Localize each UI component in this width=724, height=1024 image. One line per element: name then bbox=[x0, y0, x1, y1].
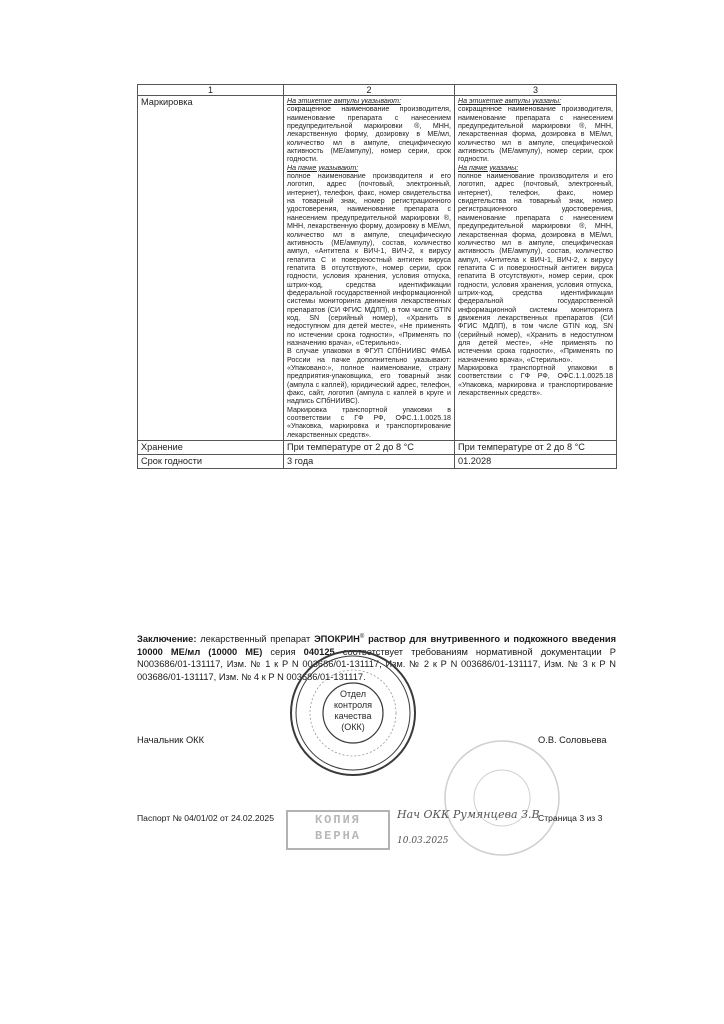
copy-stamp-line: ВЕРНА bbox=[314, 829, 361, 843]
qc-department-seal bbox=[288, 648, 418, 778]
storage-requirement: При температуре от 2 до 8 °C bbox=[284, 441, 455, 455]
header-col-1: 1 bbox=[138, 85, 284, 96]
page-number: Страница 3 из 3 bbox=[538, 813, 603, 823]
shelf-life-result: 01.2028 bbox=[455, 455, 617, 469]
signer-name: О.В. Соловьева bbox=[538, 735, 607, 745]
handwritten-date: 10.03.2025 bbox=[397, 836, 449, 846]
row-label-marking: Маркировка bbox=[138, 96, 284, 441]
series-number: 040125 bbox=[303, 646, 335, 657]
row-label-storage: Хранение bbox=[138, 441, 284, 455]
table-row-marking bbox=[138, 96, 617, 441]
drug-name: ЭПОКРИН bbox=[314, 634, 360, 644]
marking-req-heading-ampoule: На этикетке ампулы указывают: bbox=[287, 97, 402, 105]
conclusion-prefix: Заключение: bbox=[137, 634, 197, 644]
registered-mark: ® bbox=[359, 633, 365, 640]
marking-req-heading-pack: На пачке указывают: bbox=[287, 163, 359, 172]
table-row-shelf-life bbox=[138, 455, 617, 469]
seal-line: качества bbox=[334, 711, 372, 721]
conclusion-text: лекарственный препарат bbox=[196, 634, 315, 644]
seal-line: (ОКК) bbox=[341, 722, 365, 732]
header-col-3: 3 bbox=[455, 85, 617, 96]
seal-line: контроля bbox=[333, 700, 373, 710]
marking-result-cell bbox=[455, 96, 617, 441]
marking-res-heading-pack: На пачке указаны: bbox=[458, 163, 519, 172]
row-label-shelf-life: Срок годности bbox=[138, 455, 284, 469]
marking-res-para: полное наименование производителя и его логотип, адрес (почтовый, электронный, интернет), телефон, факс, номер свидетельства на товарный знак, номер регистрационного удостоверения, наименование препарата с нанесением предупредительной маркировки ®, МНН, лекарственная форма, дозировка в МЕ/мл, количество мл в ампуле, специфическая активность (МЕ/ампулу), состав, количество ампул, «Антитела к ВИЧ-1, ВИЧ-2, к вирусу гепатита С и поверхностный антиген вируса гепатита В отсутствуют», номер серии, срок годности, условия хранения, условия отпуска, штрих-код, средства идентификации федеральной государственной информационной системы мониторинга движения лекарственных препаратов (СИ ФГИС МДЛП), в том числе GTIN код, SN (серийный номер), «Хранить в недоступном для детей месте», «Не применять по истечении срока годности», «Применять по назначению врача», «Стерильно». bbox=[458, 172, 613, 364]
header-col-2: 2 bbox=[284, 85, 455, 96]
drug-form: раствор для внутривенного и подкожного введения 10000 МЕ/мл (10000 МЕ) bbox=[137, 634, 616, 657]
handwritten-certification: Нач ОКК Румянцева З.В bbox=[397, 808, 540, 821]
marking-req-para: Маркировка транспортной упаковки в соответствии с ГФ РФ, ОФС.1.1.0025.18 «Упаковка, маркировка и транспортирование лекарственных средств». bbox=[287, 405, 451, 439]
marking-req-para: полное наименование производителя и его логотип, адрес (почтовый, электронный, интернет), телефон, факс, номер свидетельства на товарный знак, номер регистрационного удостоверения, наименование препарата с нанесением предупредительной маркировки ®, МНН, лекарственную форму, дозировку в МЕ/мл, количество мл в ампуле, специфическую активность (МЕ/ампулу), состав, количество ампул, «Антитела к ВИЧ-1, ВИЧ-2, к вирусу гепатита С и поверхностный антиген вируса гепатита В отсутствуют», номер серии, срок годности, условия хранения, условия отпуска, штрих-код, средства идентификации федеральной государственной информационной системы мониторинга движения лекарственных препаратов (СИ ФГИС МДЛП), в том числе GTIN код, SN (серийный номер), «Хранить в недоступном для детей месте», «Не применять по истечении срока годности», «Применять по назначению врача», «Стерильно». bbox=[287, 172, 451, 347]
spec-table bbox=[137, 84, 617, 469]
seal-line: Отдел bbox=[339, 689, 367, 699]
marking-res-heading-ampoule: На этикетке ампулы указаны: bbox=[458, 97, 562, 105]
marking-req-para: сокращенное наименование производителя, наименование препарата с нанесением предупредительной маркировки ®, МНН, лекарственную форму, дозировку в МЕ/мл, количество мл в ампуле, специфическую активность (МЕ/ампулу), номер серии, срок годности. bbox=[287, 105, 451, 164]
marking-req-para: В случае упаковки в ФГУП СПбНИИВС ФМБА России на пачке дополнительно указывают: «Упаковано:», полное наименование, страну предприятия-упаковщика, его товарный знак (ампула с каплей), юридический адрес, телефон, факс, сайт, логотип (ампула с каплей в круге и надпись СПбНИИВС). bbox=[287, 347, 451, 406]
conclusion-text: серия bbox=[262, 646, 304, 657]
shelf-life-requirement: 3 года bbox=[284, 455, 455, 469]
storage-result: При температуре от 2 до 8 °C bbox=[455, 441, 617, 455]
faded-seal bbox=[442, 738, 562, 858]
certified-copy-stamp bbox=[286, 810, 390, 850]
marking-res-para: Маркировка транспортной упаковки в соответствии с ГФ РФ, ОФС.1.1.0025.18 «Упаковка, маркировка и транспортирование лекарственных средств». bbox=[458, 364, 613, 398]
table-header-row bbox=[138, 85, 617, 96]
passport-number: Паспорт № 04/01/02 от 24.02.2025 bbox=[137, 813, 274, 823]
table-row-storage bbox=[138, 441, 617, 455]
signer-title: Начальник ОКК bbox=[137, 735, 205, 745]
copy-stamp-line: КОПИЯ bbox=[314, 813, 361, 827]
conclusion-text: соответствует требованиям нормативной документации Р N003686/01-131117, Изм. № 1 к Р N 003686/01-131117, Изм. № 2 к Р N 003686/01-131117, Изм. № 3 к Р N 003686/01-131117, Изм. № 4 к Р N 003686/01-131117. bbox=[137, 646, 616, 682]
marking-res-para: сокращенное наименование производителя, наименование препарата с нанесением предупредительной маркировки ®, МНН, лекарственная форма, дозировка в МЕ/мл, количество мл в ампуле, специфической активность (МЕ/ампулу), номер серии, срок годности. bbox=[458, 105, 613, 164]
marking-requirement-cell bbox=[284, 96, 455, 441]
